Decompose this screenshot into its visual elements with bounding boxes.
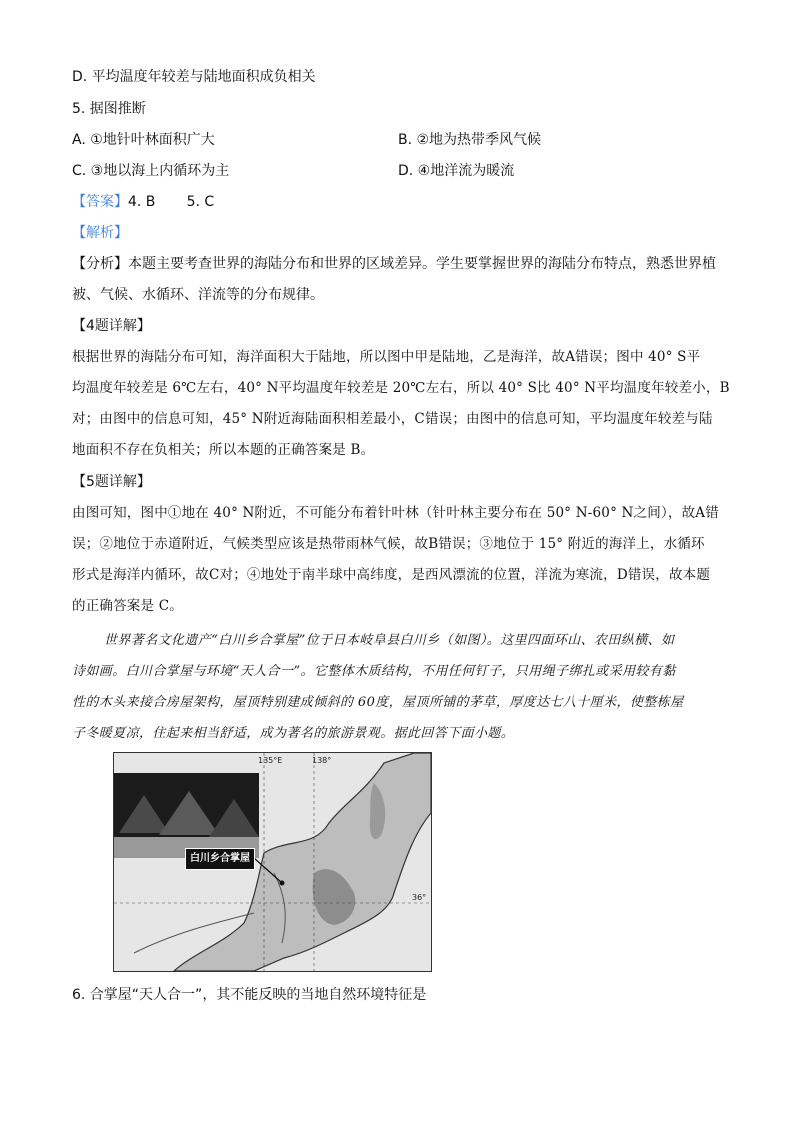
intro-line-3: 性的木头来接合房屋架构，屋顶特别建成倾斜的 60度，屋顶所铺的茅草，厚度达七八十厘米，使整栋屋 [72, 695, 684, 710]
detail5-tag: 【5题详解】 [72, 474, 151, 490]
answer-line [72, 192, 214, 212]
detail4-line-1: 根据世界的海陆分布可知，海洋面积大于陆地，所以图中甲是陆地，乙是海洋，故A错误；图中 40° S平 [72, 349, 701, 365]
q5-option-c: C. ③地以海上内循环为主 [72, 163, 230, 179]
detail4-line-4: 地面积不存在负相关；所以本题的正确答案是 B。 [72, 442, 375, 458]
intro-line-2: 诗如画。白川合掌屋与环境“天人合一”。它整体木质结构，不用任何钉子，只用绳子绑扎或采用较有黏 [72, 664, 676, 679]
detail4-tag: 【4题详解】 [72, 318, 151, 334]
detail4-line-2: 均温度年较差是 6℃左右，40° N平均温度年较差是 20℃左右，所以 40° S比 40° N平均温度年较差小，B [72, 380, 730, 396]
map-tick-138: 138° [312, 756, 332, 765]
answer-tag: 【答案】 [72, 194, 128, 210]
q5-option-b: B. ②地为热带季风气候 [398, 132, 542, 148]
detail5-line-3: 形式是海洋内循环，故C对；④地处于南半球中高纬度，是西风漂流的位置，洋流为寒流，D错误，故本题 [72, 567, 711, 583]
q4-option-d: D. 平均温度年较差与陆地面积成负相关 [72, 69, 316, 85]
shirakawa-map-figure [113, 752, 432, 972]
q6-stem: 6. 合掌屋“天人合一”，其不能反映的当地自然环境特征是 [72, 987, 427, 1003]
analysis-tag: 【解析】 [72, 225, 128, 241]
intro-line-1: 世界著名文化遗产“白川乡合掌屋”位于日本岐阜县白川乡（如图）。这里四面环山、农田纵横、如 [104, 633, 675, 648]
q5-stem: 5. 据图推断 [72, 101, 146, 117]
detail5-line-4: 的正确答案是 C。 [72, 598, 183, 614]
fenxi-tag: 【分析】 [72, 256, 128, 272]
map-graphic [114, 753, 431, 971]
map-tick-36: 36° [412, 893, 427, 902]
q5-option-a: A. ①地针叶林面积广大 [72, 132, 215, 148]
fenxi-line-1 [72, 254, 716, 274]
detail5-line-1: 由图可知，图中①地在 40° N附近，不可能分布着针叶林（针叶林主要分布在 50° N-60° N之间），故A错 [72, 505, 719, 521]
detail4-line-3: 对；由图中的信息可知，45° N附近海陆面积相差最小，C错误；由图中的信息可知，平均温度年较差与陆 [72, 411, 713, 427]
fenxi-text-1: 本题主要考查世界的海陆分布和世界的区域差异。学生要掌握世界的海陆分布特点，熟悉世界植 [128, 256, 716, 272]
shirakawa-label: 白川乡合掌屋 [185, 848, 255, 870]
answer-text: 4. B 5. C [128, 194, 215, 210]
fenxi-line-2: 被、气候、水循环、洋流等的分布规律。 [72, 287, 324, 303]
q5-option-d: D. ④地洋流为暖流 [398, 163, 515, 179]
map-tick-135: 135°E [258, 756, 283, 765]
detail5-line-2: 误；②地位于赤道附近，气候类型应该是热带雨林气候，故B错误；③地位于 15° 附近的海洋上，水循环 [72, 536, 705, 552]
intro-line-4: 子冬暖夏凉，住起来相当舒适，成为著名的旅游景观。据此回答下面小题。 [72, 726, 515, 741]
